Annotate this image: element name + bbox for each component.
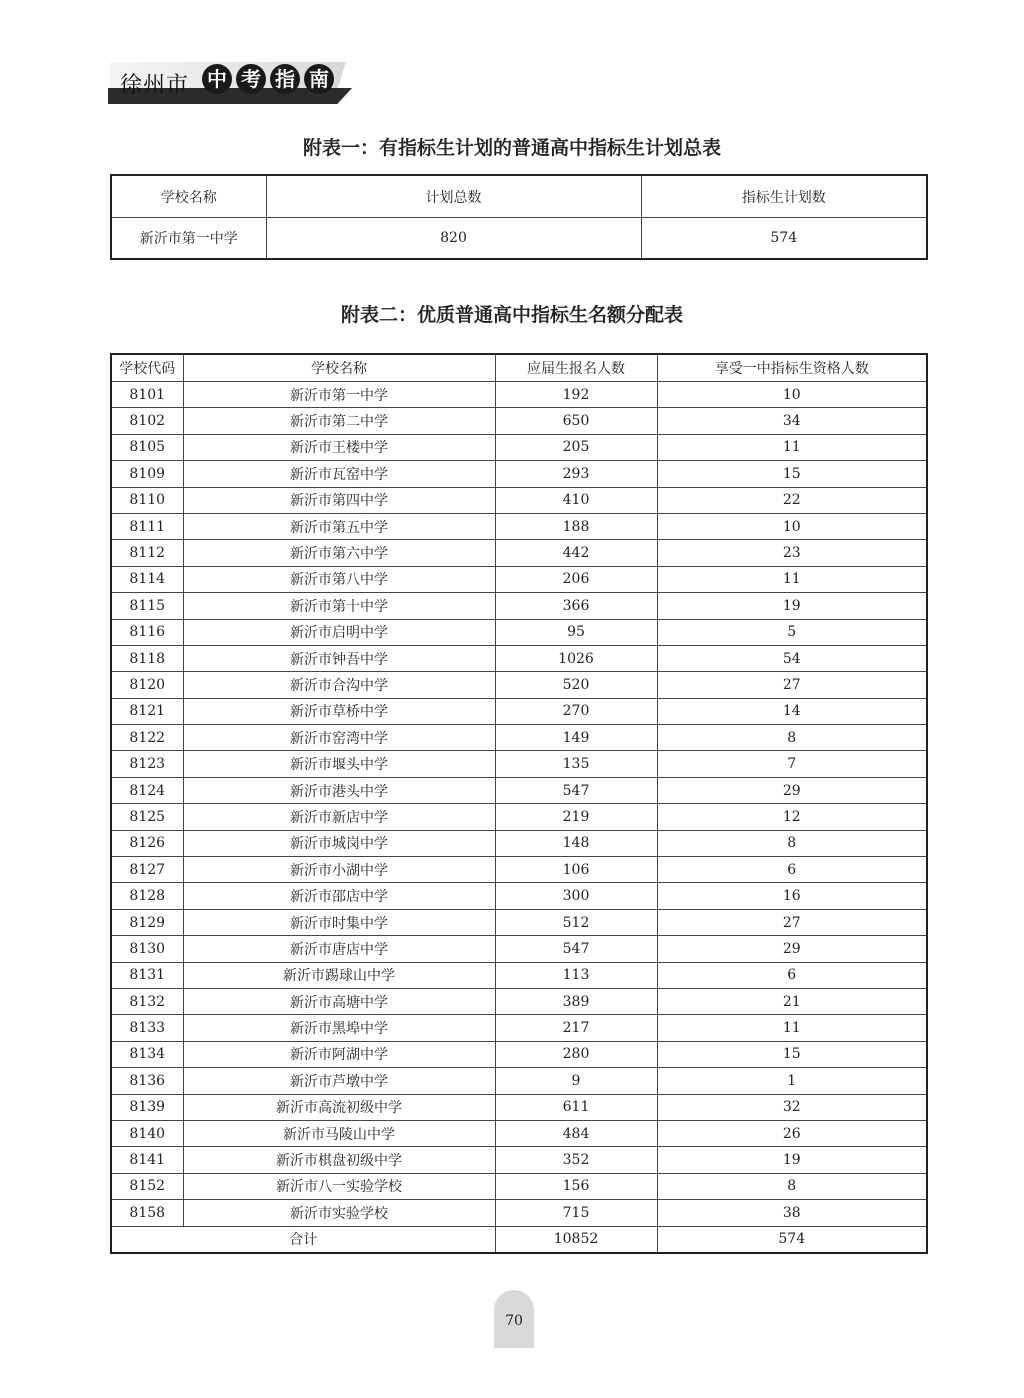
quota-cell: 11: [657, 566, 927, 592]
table-row: [111, 1147, 927, 1173]
applicants-cell: 206: [495, 566, 657, 592]
applicants-cell: 520: [495, 672, 657, 698]
quota-cell: 19: [657, 1147, 927, 1173]
quota-cell: 10: [657, 382, 927, 408]
school-code-cell: 8125: [111, 804, 183, 830]
school-code-cell: 8129: [111, 909, 183, 935]
total-applicants: 10852: [495, 1226, 657, 1253]
table-row: [111, 1120, 927, 1146]
table-header-row: [111, 354, 927, 382]
school-name-cell: 新沂市高流初级中学: [183, 1094, 495, 1120]
school-code-cell: 8111: [111, 513, 183, 539]
table-row: [111, 988, 927, 1014]
column-header: 计划总数: [266, 175, 641, 218]
school-name-cell: 新沂市唐店中学: [183, 936, 495, 962]
table-row: [111, 725, 927, 751]
table-row: [111, 777, 927, 803]
table-row: [111, 1041, 927, 1067]
school-name-cell: 新沂市芦墩中学: [183, 1068, 495, 1094]
school-name-cell: 新沂市踢球山中学: [183, 962, 495, 988]
school-name-cell: 新沂市第一中学: [111, 218, 266, 260]
applicants-cell: 410: [495, 487, 657, 513]
table-row: [111, 909, 927, 935]
quota-cell: 22: [657, 487, 927, 513]
school-code-cell: 8121: [111, 698, 183, 724]
table-row: [111, 1173, 927, 1199]
school-name-cell: 新沂市小湖中学: [183, 857, 495, 883]
school-name-cell: 新沂市第八中学: [183, 566, 495, 592]
quota-cell: 29: [657, 777, 927, 803]
applicants-cell: 389: [495, 988, 657, 1014]
school-name-cell: 新沂市港头中学: [183, 777, 495, 803]
total-row: [111, 1226, 927, 1253]
school-code-cell: 8118: [111, 645, 183, 671]
plan-summary-table: [110, 174, 928, 260]
school-code-cell: 8116: [111, 619, 183, 645]
school-name-cell: 新沂市王楼中学: [183, 434, 495, 460]
table-row: [111, 804, 927, 830]
table1-title: 附表一：有指标生计划的普通高中指标生计划总表: [302, 137, 721, 159]
school-name-cell: 新沂市启明中学: [183, 619, 495, 645]
school-code-cell: 8152: [111, 1173, 183, 1199]
quota-cell: 21: [657, 988, 927, 1014]
applicants-cell: 300: [495, 883, 657, 909]
table-row: [111, 619, 927, 645]
quota-cell: 6: [657, 962, 927, 988]
applicants-cell: 512: [495, 909, 657, 935]
school-name-cell: 新沂市新店中学: [183, 804, 495, 830]
applicants-cell: 9: [495, 1068, 657, 1094]
quota-cell: 5: [657, 619, 927, 645]
school-code-cell: 8123: [111, 751, 183, 777]
quota-cell: 10: [657, 513, 927, 539]
quota-cell: 11: [657, 434, 927, 460]
quota-cell: 12: [657, 804, 927, 830]
column-header: 应届生报名人数: [495, 354, 657, 382]
school-name-cell: 新沂市第十中学: [183, 593, 495, 619]
applicants-cell: 352: [495, 1147, 657, 1173]
school-code-cell: 8140: [111, 1120, 183, 1146]
school-name-cell: 新沂市邵店中学: [183, 883, 495, 909]
table-row: [111, 672, 927, 698]
school-code-cell: 8109: [111, 461, 183, 487]
quota-cell: 26: [657, 1120, 927, 1146]
school-code-cell: 8120: [111, 672, 183, 698]
school-name-cell: 新沂市时集中学: [183, 909, 495, 935]
school-code-cell: 8141: [111, 1147, 183, 1173]
table-row: [111, 513, 927, 539]
header-banner: [108, 58, 358, 108]
applicants-cell: 715: [495, 1200, 657, 1226]
applicants-cell: 148: [495, 830, 657, 856]
school-code-cell: 8105: [111, 434, 183, 460]
table-row: [111, 382, 927, 408]
school-name-cell: 新沂市马陵山中学: [183, 1120, 495, 1146]
quota-cell: 54: [657, 645, 927, 671]
applicants-cell: 135: [495, 751, 657, 777]
table-row: [111, 593, 927, 619]
school-name-cell: 新沂市第四中学: [183, 487, 495, 513]
school-name-cell: 新沂市窑湾中学: [183, 725, 495, 751]
table2-title: 附表二：优质普通高中指标生名额分配表: [340, 304, 683, 326]
table-row: [111, 883, 927, 909]
school-code-cell: 8114: [111, 566, 183, 592]
quota-cell: 16: [657, 883, 927, 909]
quota-cell: 8: [657, 725, 927, 751]
quota-cell: 27: [657, 909, 927, 935]
quota-cell: 6: [657, 857, 927, 883]
page-number: 70: [494, 1290, 534, 1348]
applicants-cell: 205: [495, 434, 657, 460]
table-row: [111, 645, 927, 671]
table-row: [111, 857, 927, 883]
school-code-cell: 8134: [111, 1041, 183, 1067]
school-code-cell: 8158: [111, 1200, 183, 1226]
school-code-cell: 8101: [111, 382, 183, 408]
school-name-cell: 新沂市黑埠中学: [183, 1015, 495, 1041]
quota-cell: 19: [657, 593, 927, 619]
table-row: [111, 1015, 927, 1041]
school-code-cell: 8127: [111, 857, 183, 883]
school-code-cell: 8115: [111, 593, 183, 619]
applicants-cell: 113: [495, 962, 657, 988]
school-name-cell: 新沂市实验学校: [183, 1200, 495, 1226]
table-row: [111, 698, 927, 724]
table-row: [111, 1094, 927, 1120]
applicants-cell: 366: [495, 593, 657, 619]
column-header: 学校名称: [183, 354, 495, 382]
column-header: 学校名称: [111, 175, 266, 218]
column-header: 享受一中指标生资格人数: [657, 354, 927, 382]
banner-seal-3: 指: [270, 64, 300, 94]
table-row: [111, 751, 927, 777]
applicants-cell: 442: [495, 540, 657, 566]
table-row: [111, 540, 927, 566]
school-code-cell: 8130: [111, 936, 183, 962]
school-name-cell: 新沂市棋盘初级中学: [183, 1147, 495, 1173]
quota-cell: 15: [657, 461, 927, 487]
banner-city: 徐州市: [120, 73, 190, 98]
school-code-cell: 8131: [111, 962, 183, 988]
applicants-cell: 1026: [495, 645, 657, 671]
table-row: [111, 566, 927, 592]
applicants-cell: 217: [495, 1015, 657, 1041]
quota-cell: 32: [657, 1094, 927, 1120]
applicants-cell: 156: [495, 1173, 657, 1199]
quota-cell: 27: [657, 672, 927, 698]
school-code-cell: 8112: [111, 540, 183, 566]
quota-allocation-table: [110, 353, 928, 1254]
applicants-cell: 280: [495, 1041, 657, 1067]
school-code-cell: 8132: [111, 988, 183, 1014]
table-row: [111, 408, 927, 434]
applicants-cell: 192: [495, 382, 657, 408]
quota-cell: 23: [657, 540, 927, 566]
school-name-cell: 新沂市第五中学: [183, 513, 495, 539]
school-code-cell: 8133: [111, 1015, 183, 1041]
table-row: [111, 487, 927, 513]
school-name-cell: 新沂市八一实验学校: [183, 1173, 495, 1199]
school-name-cell: 新沂市堰头中学: [183, 751, 495, 777]
school-name-cell: 新沂市第一中学: [183, 382, 495, 408]
school-code-cell: 8136: [111, 1068, 183, 1094]
table-row: [111, 1200, 927, 1226]
table-row: [111, 936, 927, 962]
school-name-cell: 新沂市第六中学: [183, 540, 495, 566]
school-code-cell: 8122: [111, 725, 183, 751]
table-header-row: [111, 175, 927, 218]
quota-cell: 14: [657, 698, 927, 724]
total-label: 合计: [111, 1226, 495, 1253]
table-row: [111, 218, 927, 260]
applicants-cell: 270: [495, 698, 657, 724]
applicants-cell: 484: [495, 1120, 657, 1146]
applicants-cell: 95: [495, 619, 657, 645]
quota-cell: 34: [657, 408, 927, 434]
quota-cell: 8: [657, 830, 927, 856]
applicants-cell: 547: [495, 936, 657, 962]
quota-cell: 7: [657, 751, 927, 777]
applicants-cell: 547: [495, 777, 657, 803]
quota-cell: 38: [657, 1200, 927, 1226]
banner-seal-4: 南: [304, 64, 334, 94]
school-name-cell: 新沂市阿湖中学: [183, 1041, 495, 1067]
banner-seal-1: 中: [202, 64, 232, 94]
quota-cell: 15: [657, 1041, 927, 1067]
quota-cell: 29: [657, 936, 927, 962]
school-name-cell: 新沂市高塘中学: [183, 988, 495, 1014]
applicants-cell: 611: [495, 1094, 657, 1120]
applicants-cell: 650: [495, 408, 657, 434]
column-header: 学校代码: [111, 354, 183, 382]
quota-cell: 11: [657, 1015, 927, 1041]
school-code-cell: 8110: [111, 487, 183, 513]
school-name-cell: 新沂市瓦窑中学: [183, 461, 495, 487]
school-code-cell: 8124: [111, 777, 183, 803]
school-name-cell: 新沂市第二中学: [183, 408, 495, 434]
school-name-cell: 新沂市钟吾中学: [183, 645, 495, 671]
plan-total-cell: 820: [266, 218, 641, 260]
applicants-cell: 219: [495, 804, 657, 830]
banner-seal-2: 考: [236, 64, 266, 94]
school-code-cell: 8102: [111, 408, 183, 434]
table-row: [111, 461, 927, 487]
applicants-cell: 106: [495, 857, 657, 883]
applicants-cell: 293: [495, 461, 657, 487]
table-body: [111, 382, 927, 1227]
quota-cell: 574: [641, 218, 927, 260]
school-code-cell: 8126: [111, 830, 183, 856]
table-row: [111, 434, 927, 460]
school-name-cell: 新沂市合沟中学: [183, 672, 495, 698]
table-row: [111, 962, 927, 988]
school-name-cell: 新沂市草桥中学: [183, 698, 495, 724]
table-row: [111, 1068, 927, 1094]
table-row: [111, 830, 927, 856]
total-quota: 574: [657, 1226, 927, 1253]
school-code-cell: 8128: [111, 883, 183, 909]
applicants-cell: 188: [495, 513, 657, 539]
applicants-cell: 149: [495, 725, 657, 751]
quota-cell: 8: [657, 1173, 927, 1199]
quota-cell: 1: [657, 1068, 927, 1094]
school-code-cell: 8139: [111, 1094, 183, 1120]
school-name-cell: 新沂市城岗中学: [183, 830, 495, 856]
column-header: 指标生计划数: [641, 175, 927, 218]
